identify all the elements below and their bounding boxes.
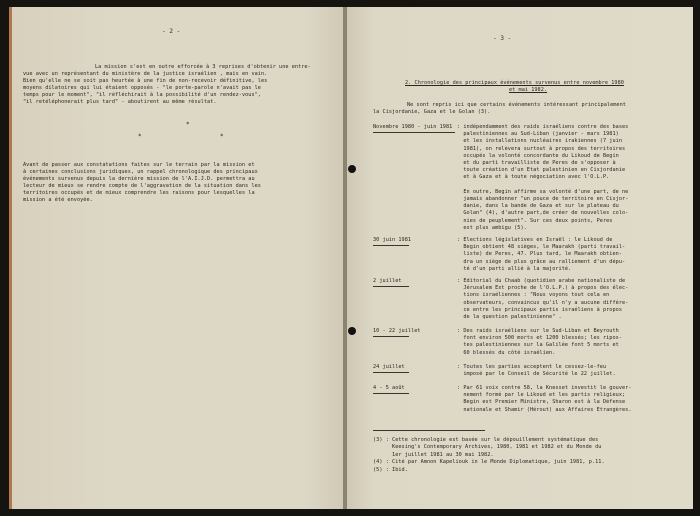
footnote-line: Keesing's Contemporary Archives, 1980, 1981 et 1982 et du Monde du (373, 444, 602, 451)
chronology-text-line: occupés la volonté concordante du Likoud de Begin (457, 152, 619, 159)
chronology-text-line: : indépendamment des raids israéliens contre des bases (457, 124, 629, 130)
left-p1-line: "il retéléphonerait plus tard" - aboutirent au même résultat. (23, 99, 217, 105)
chronology-date: 2 juillet (373, 278, 402, 284)
footnote-line: (3) : Cette chronologie est basée sur le dépouillement systématique des (373, 437, 599, 443)
separator-star: * (186, 121, 190, 128)
chronology-text-line: et du parti travailliste de Peres de s'opposer à (457, 160, 616, 166)
chronology-text-line: En outre, Begin affirme sa volonté d'une part, de ne (457, 188, 629, 195)
left-p2-line: à certaines conclusions juridiques, un rappel chronologique des principaux (23, 169, 258, 175)
chronology-date: 30 juin 1981 (373, 237, 412, 243)
chronology-text-line: imposé par le Conseil de Sécurité le 22 juillet. (457, 371, 616, 378)
chronology-text-line: palestiniennes au Sud-Liban (janvier - mars 1981) (457, 131, 619, 138)
chronology-text-line: : Des raids israéliens sur le Sud-Liban et Beyrouth (457, 328, 619, 334)
punch-hole (348, 165, 356, 173)
chronology-text-line: Begin est Premier Ministre, Sharon est à la Défense (457, 399, 626, 406)
separator-star: * (220, 133, 224, 140)
chronology-text-line: et les installations nucléaires irakiennes (7 juin (457, 138, 623, 145)
right-page (347, 7, 693, 509)
left-p1-line: vue avec un représentant du ministère de la justice israélien , mais en vain. (23, 71, 268, 77)
left-page (9, 7, 346, 509)
chronology-text-line: tions israéliennes : "Nous voyons tout cela en (457, 292, 610, 299)
date-underline (373, 286, 409, 287)
intro-line: la Cisjordanie, Gaza et le Golan (3). (373, 109, 491, 115)
chronology-text-line: tes palestiniennes sur la Galilée font 5 morts et (457, 342, 619, 349)
date-underline (373, 372, 409, 373)
left-p2-line: mission a été envoyée. (23, 197, 93, 203)
chronology-text-line: est plus ambigu (5). (457, 224, 527, 231)
intro-line: Ne sont repris ici que certains événements intéressant principalement (407, 102, 626, 108)
chronology-date: 10 - 22 juillet (373, 328, 421, 334)
footnote-line: (4) : Cité par Amnon Kapeliouk in le Monde Diplomatique, juin 1981, p.11. (373, 459, 605, 466)
chronology-text-line: 1981), on relèvera surtout à propos des territoires (457, 145, 626, 152)
left-p1-line: temps pour le moment", "il réfléchirait à la possibilité d'un rendez-vous", (23, 92, 261, 98)
punch-hole (348, 327, 356, 335)
date-underline (373, 393, 409, 394)
right-page-number: - 3 - (493, 35, 512, 42)
chronology-text-line: Jérusalem Est proche de l'O.L.P.) à propos des élec- (457, 285, 629, 292)
chronology-text-line: toute création d'un Etat palestinien en Cisjordanie (457, 167, 626, 174)
section-heading: 2. Chronologie des principaux événements survenus entre novembre 1980 (405, 80, 624, 86)
chronology-text-line: et à Gaza et à toute négociation avec l'O.L.P. (457, 174, 610, 181)
chronology-text-line: nement formé par le Likoud et les partis religieux; (457, 392, 626, 399)
chronology-text-line: nationale et Shamir (Hérout) aux Affaires Etrangères. (457, 406, 632, 413)
chronology-text-line: té d'un parti allié à la majorité. (457, 265, 572, 272)
left-p1-line: Bien qu'elle ne se soit pas heurtée à une fin de non-recevoir définitive, les (23, 78, 268, 84)
left-page-number: - 2 - (162, 28, 181, 35)
chronology-text-line: : Elections législatives en Israël : le Likoud de (457, 237, 613, 243)
chronology-text-line: : Par 61 voix contre 58, la Knesset investit le gouver- (457, 385, 632, 391)
chronology-text-line: liste) de Peres, 47. Plus tard, le Maarakh obtien- (457, 251, 623, 258)
chronology-text-line: ce entre les principaux partis israéliens à propos (457, 306, 623, 313)
chronology-date: 4 - 5 août (373, 385, 405, 391)
left-p2-line: territoires occupés et de mieux comprendre les raisons pour lesquelles la (23, 190, 255, 196)
chronology-text-line: dra un siège de plus grâce au ralliement d'un dépu- (457, 258, 626, 265)
left-p1-line: La mission s'est en outre efforcée à 3 reprises d'obtenir une entre- (95, 64, 311, 70)
chronology-text-line: danie, dans la bande de Gaza et sur le plateau du (457, 203, 619, 210)
document-spread (9, 7, 693, 509)
chronology-date: Novembre 1980 - juin 1981 (373, 124, 453, 130)
chronology-text-line: : Toutes les parties acceptent le cessez-le-feu (457, 364, 607, 370)
chronology-text-line: Golan" (4), d'autre part,de créer de nouvelles colo- (457, 210, 629, 217)
left-p1-line: moyens dilatoires qui lui étaient opposés - "le porte-parole n'avait pas le (23, 85, 261, 91)
chronology-text-line: : Editorial du Chaab (quotidien arabe nationaliste de (457, 278, 626, 284)
chronology-text-line: observateurs, convaincus qu'il n'y a aucune différe- (457, 299, 629, 306)
date-underline (373, 132, 455, 133)
section-heading-cont: et mai 1982. (509, 87, 548, 93)
chronology-text-line: de la question palestinienne" . (457, 314, 562, 320)
left-p2-line: événements survenus depuis la dernière mission de l'A.I.J.D. permettra au (23, 176, 255, 182)
chronology-text-line: jamais abandonner "un pouce de territoire en Cisjor- (457, 196, 629, 202)
footnote-line: 1er juillet 1981 au 30 mai 1982. (373, 451, 494, 458)
left-p2-line: Avant de passer aux constatations faites sur le terrain par la mission et (23, 162, 255, 168)
footnote-rule (373, 430, 485, 431)
date-underline (373, 336, 409, 337)
chronology-date: 24 juillet (373, 364, 405, 370)
chronology-text-line: font environ 500 morts et 1200 blessés; les ripos- (457, 335, 623, 342)
footnote-line: (5) : Ibid. (373, 466, 408, 473)
left-p2-line: lecteur de mieux se rendre compte de l'aggravation de la situation dans les (23, 183, 261, 189)
chronology-text-line: Begin obtient 48 sièges, le Maarakh (parti travail- (457, 244, 626, 251)
chronology-text-line: nies de peuplement". Sur ces deux points, Peres (457, 217, 613, 224)
chronology-text-line: 60 blessés du côté israélien. (457, 349, 556, 356)
date-underline (373, 245, 409, 246)
separator-star: * (138, 133, 142, 140)
